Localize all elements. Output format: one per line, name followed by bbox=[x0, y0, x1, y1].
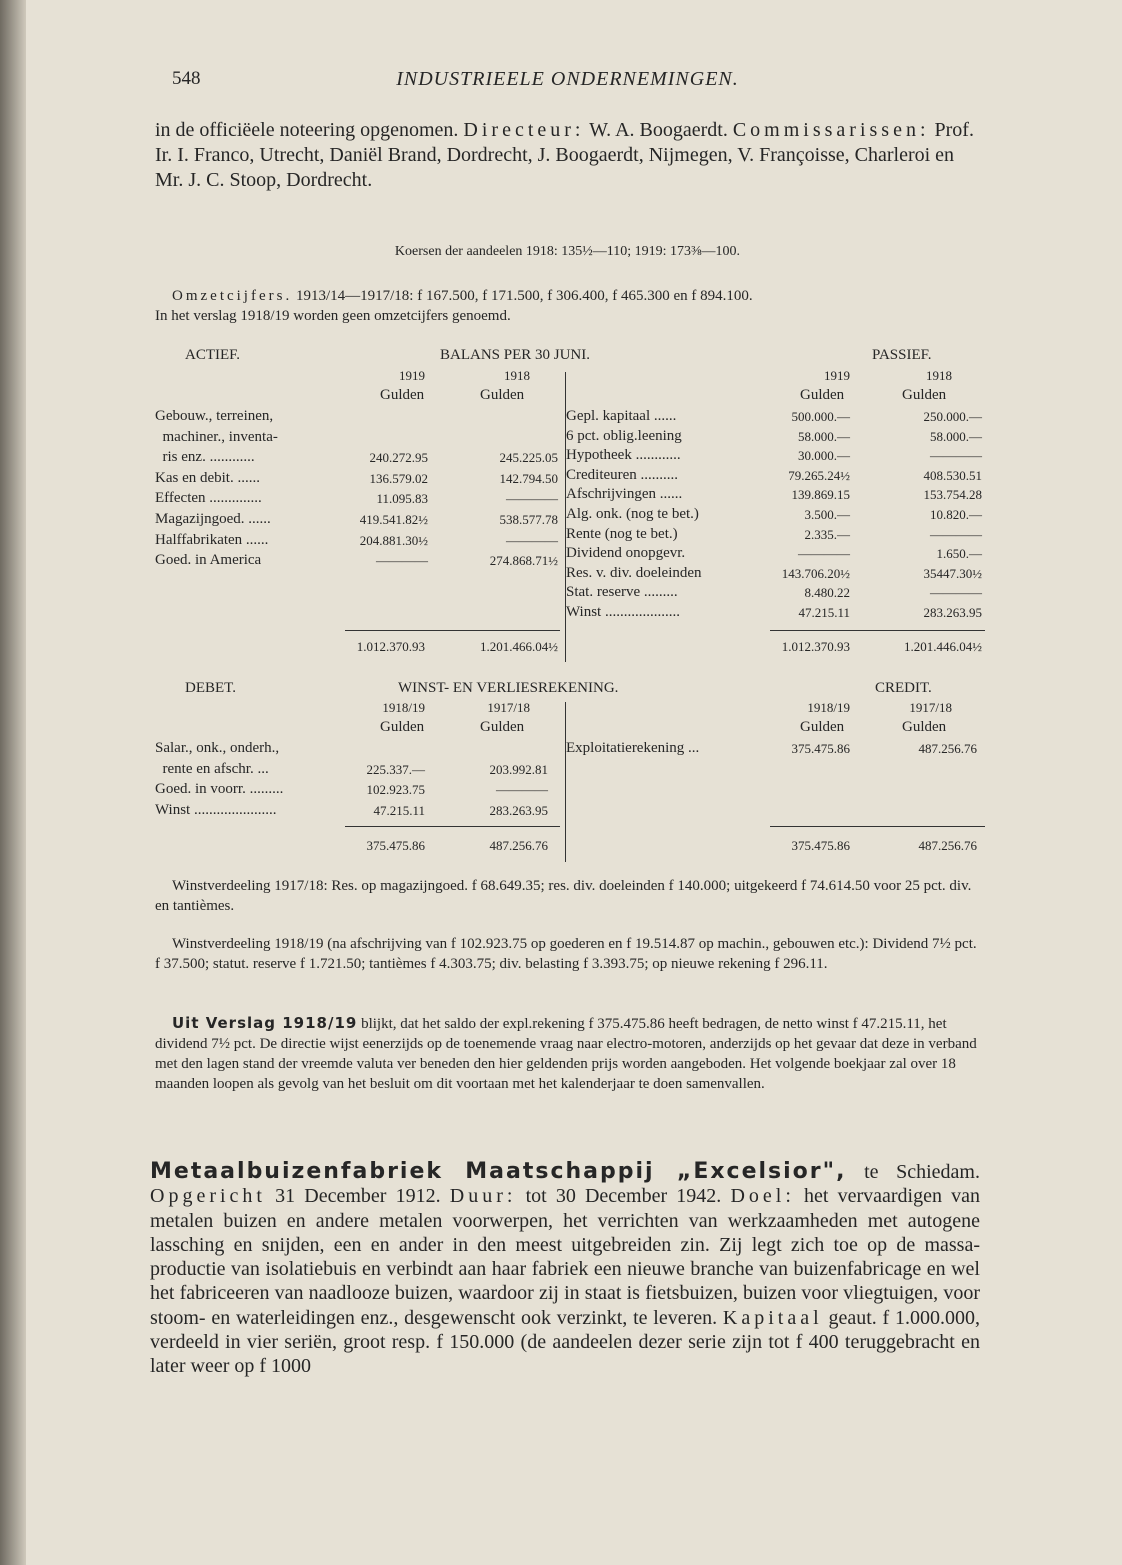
currency-header: Gulden bbox=[380, 719, 425, 735]
balans-title: BALANS PER 30 JUNI. bbox=[440, 347, 591, 363]
omzet-label: Omzetcijfers. bbox=[172, 288, 293, 304]
actief-row-value: ———— bbox=[506, 532, 558, 548]
page-header bbox=[150, 68, 985, 98]
actief-row-label: Halffabrikaten ...... bbox=[155, 531, 269, 548]
actief-row-label: Kas en debit. ...... bbox=[155, 469, 260, 486]
passief-row-label: 6 pct. oblig.leening bbox=[566, 427, 682, 444]
verslag-label: Uit Verslag 1918/19 bbox=[172, 1014, 358, 1032]
actief-row-label: Magazijngoed. ...... bbox=[155, 511, 271, 527]
debet-row-label: Salar., onk., onderh., bbox=[155, 740, 280, 756]
actief-row-value: 136.579.02 bbox=[369, 470, 428, 486]
winst-title: WINST- EN VERLIESREKENING. bbox=[398, 680, 619, 696]
opgericht-label: Opgericht bbox=[150, 1185, 266, 1208]
koersen-line: Koersen der aandeelen 1918: 135½—110; 1919: 173⅜—100. bbox=[394, 244, 741, 259]
passief-row-value: 408.530.51 bbox=[923, 467, 982, 483]
duur-label: Duur: bbox=[449, 1185, 517, 1208]
company-name: Metaalbuizenfabriek Maatschappij „Excelsior", bbox=[150, 1159, 847, 1184]
commissarissen-label: Commissarissen: bbox=[732, 119, 930, 141]
currency-header: Gulden bbox=[902, 387, 947, 403]
doel-label: Doel: bbox=[730, 1185, 795, 1208]
passief-row-value: 1.650.— bbox=[936, 546, 982, 562]
total-value: 1.201.446.04½ bbox=[904, 639, 982, 654]
actief-row-value: ———— bbox=[376, 553, 428, 569]
year-header: 1917/18 bbox=[909, 700, 952, 715]
currency-header: Gulden bbox=[480, 387, 525, 403]
actief-row-label: Effecten .............. bbox=[155, 490, 262, 507]
currency-header: Gulden bbox=[480, 719, 525, 735]
credit-label: CREDIT. bbox=[875, 680, 932, 696]
winstverdeeling-1917: Winstverdeeling 1917/18: Res. op magazijngoed. f 68.649.35; res. div. doeleinden f 140.000; uitgekeerd f 74.614.50 voor 25 pct. div. en tantièmes. bbox=[155, 878, 972, 914]
total-value: 1.201.466.04½ bbox=[480, 639, 558, 654]
total-value: 375.475.86 bbox=[366, 838, 425, 853]
passief-row-value: 79.265.24½ bbox=[788, 467, 850, 483]
currency-header: Gulden bbox=[800, 719, 845, 735]
passief-row-value: 250.000.— bbox=[923, 409, 982, 424]
total-value: 487.256.76 bbox=[918, 838, 977, 853]
year-header: 1919 bbox=[824, 368, 850, 383]
actief-row-value: 240.272.95 bbox=[369, 450, 428, 466]
credit-row-label: Exploitatierekening ... bbox=[566, 740, 700, 756]
passief-row-value: ———— bbox=[930, 448, 982, 464]
debet-row-label: rente en afschr. ... bbox=[155, 760, 269, 777]
total-rule bbox=[770, 630, 985, 631]
total-value: 487.256.76 bbox=[489, 838, 548, 853]
actief-row-value: ———— bbox=[506, 491, 558, 507]
passief-row-label: Rente (nog te bet.) bbox=[566, 525, 678, 542]
actief-row-value: 538.577.78 bbox=[499, 512, 558, 527]
total-rule bbox=[345, 826, 560, 827]
total-value: 375.475.86 bbox=[791, 838, 850, 853]
currency-header: Gulden bbox=[902, 719, 947, 735]
currency-header: Gulden bbox=[380, 387, 425, 403]
year-header: 1918/19 bbox=[807, 700, 850, 715]
passief-row-value: 10.820.— bbox=[930, 507, 982, 522]
passief-row-label: Winst .................... bbox=[566, 604, 680, 620]
debet-row-value: 283.263.95 bbox=[489, 802, 548, 818]
column-divider bbox=[565, 702, 566, 862]
passief-row-label: Stat. reserve ......... bbox=[566, 584, 678, 601]
intro-text: W. A. Boogaerdt. bbox=[584, 119, 733, 141]
winstverdeeling-1918: Winstverdeeling 1918/19 (na afschrijving van f 102.923.75 op goederen en f 19.514.87 op machin., gebouwen etc.): Dividend 7½ pct. f 37.500; statut. reserve f 1.721.50; tantièmes f 4.303.75; div. belasting f 3.393.75; op nieuwe rekening f 296.11. bbox=[155, 936, 977, 972]
passief-row-value: 30.000.— bbox=[798, 448, 850, 464]
passief-row-value: 283.263.95 bbox=[923, 605, 982, 620]
actief-row-label: machiner., inventa- bbox=[155, 428, 278, 445]
passief-row-value: 58.000.— bbox=[930, 428, 982, 444]
actief-row-label: Gebouw., terreinen, bbox=[155, 408, 274, 424]
debet-row-value: 47.215.11 bbox=[373, 802, 425, 818]
actief-row-label: Goed. in America bbox=[155, 552, 262, 569]
verslag-paragraph bbox=[155, 1013, 983, 1094]
debet-row-value: ———— bbox=[496, 782, 548, 797]
passief-row-label: Dividend onopgevr. bbox=[566, 545, 686, 562]
year-header: 1918/19 bbox=[382, 700, 425, 715]
book-binding-shadow bbox=[0, 0, 26, 1565]
intro-paragraph bbox=[155, 118, 985, 193]
omzet-note: In het verslag 1918/19 worden geen omzetcijfers genoemd. bbox=[155, 308, 511, 324]
intro-text: in de officiëele noteering opgenomen. bbox=[155, 119, 464, 141]
total-rule bbox=[770, 826, 985, 827]
intro-text: Prof. Ir. I. Franco, Utrecht, Daniël Brand, Dordrecht, J. Boogaerdt, Nijmegen, V. Françoisse, Charleroi en Mr. J. C. Stoop, Dordrecht. bbox=[155, 119, 974, 191]
passief-row-label: Afschrijvingen ...... bbox=[566, 486, 683, 503]
year-header: 1918 bbox=[926, 368, 952, 383]
actief-row-label: ris enz. ............ bbox=[155, 449, 255, 466]
company-text: te Schiedam. bbox=[846, 1161, 980, 1183]
debet-row-value: 203.992.81 bbox=[489, 761, 548, 777]
passief-row-value: 143.706.20½ bbox=[781, 565, 850, 581]
debet-row-value: 102.923.75 bbox=[366, 782, 425, 797]
total-rule bbox=[345, 630, 560, 631]
passief-row-label: Hypotheek ............ bbox=[566, 447, 681, 464]
debet-row-label: Goed. in voorr. ......... bbox=[155, 781, 284, 797]
omzet-line bbox=[172, 286, 987, 306]
passief-row-value: 2.335.— bbox=[804, 526, 850, 542]
passief-row-value: ———— bbox=[798, 546, 850, 562]
actief-row-value: 274.868.71½ bbox=[489, 553, 558, 569]
omzet-text: 1913/14—1917/18: f 167.500, f 171.500, f 306.400, f 465.300 en f 894.100. bbox=[292, 288, 753, 304]
currency-header: Gulden bbox=[800, 387, 845, 403]
total-value: 1.012.370.93 bbox=[356, 639, 425, 654]
passief-row-value: 153.754.28 bbox=[923, 487, 982, 503]
company-text: het vervaardigen van metalen buizen en andere metalen voorwerpen, het verrichten van werkzaamheden met autogene lassching en snijden, een en ander in den meest uitgebreiden zin. Zij legt zich toe op de massa-productie van isolatiebuis en verbindt aan haar fabriek een nieuwe branche van buizenfabricage en wel het fabriceeren van naadlooze buizen, waardoor zij in staat is fietsbuizen, buizen voor vliegtuigen, voor stoom- en waterleidingen enz., desgewenscht ook verzinkt, te leveren. bbox=[150, 1185, 981, 1329]
running-title: INDUSTRIEELE ONDERNEMINGEN. bbox=[396, 68, 739, 90]
passief-row-value: ———— bbox=[930, 585, 982, 601]
passief-row-value: 58.000.— bbox=[798, 428, 850, 444]
passief-row-value: 3.500.— bbox=[804, 507, 850, 522]
actief-label: ACTIEF. bbox=[185, 347, 241, 363]
total-value: 1.012.370.93 bbox=[781, 639, 850, 654]
debet-row-label: Winst ...................... bbox=[155, 801, 277, 818]
passief-row-value: 500.000.— bbox=[791, 409, 850, 424]
passief-row-value: 35447.30½ bbox=[923, 565, 982, 581]
passief-row-label: Alg. onk. (nog te bet.) bbox=[566, 506, 699, 522]
credit-row-value: 487.256.76 bbox=[918, 741, 977, 756]
page-number: 548 bbox=[172, 68, 201, 89]
passief-label: PASSIEF. bbox=[872, 347, 932, 363]
kapitaal-label: Kapitaal bbox=[722, 1306, 823, 1329]
passief-row-value: ———— bbox=[930, 526, 982, 542]
debet-label: DEBET. bbox=[185, 680, 236, 696]
year-header: 1919 bbox=[399, 368, 425, 383]
actief-row-value: 204.881.30½ bbox=[359, 532, 428, 548]
company-paragraph bbox=[150, 1160, 980, 1379]
actief-row-value: 142.794.50 bbox=[499, 470, 558, 486]
passief-row-value: 139.869.15 bbox=[791, 487, 850, 503]
actief-row-value: 419.541.82½ bbox=[359, 512, 428, 527]
year-header: 1917/18 bbox=[487, 700, 530, 715]
debet-row-value: 225.337.— bbox=[366, 761, 425, 777]
passief-row-label: Gepl. kapitaal ...... bbox=[566, 408, 677, 424]
passief-row-label: Res. v. div. doeleinden bbox=[566, 564, 702, 581]
year-header: 1918 bbox=[504, 368, 530, 383]
company-text: tot 30 December 1942. bbox=[516, 1185, 731, 1208]
passief-row-value: 47.215.11 bbox=[798, 605, 850, 620]
credit-row-value: 375.475.86 bbox=[791, 741, 850, 756]
directeur-label: Directeur: bbox=[463, 119, 585, 141]
actief-row-value: 11.095.83 bbox=[376, 491, 428, 507]
company-text: 31 December 1912. bbox=[265, 1185, 450, 1208]
actief-row-value: 245.225.05 bbox=[499, 450, 558, 466]
company-text: geaut. f 1.000.000, verdeeld in vier seriën, groot resp. f 150.000 (de aandeelen dezer serie zijn tot f 400 teruggebracht en later weer op f 1000 bbox=[150, 1306, 980, 1378]
passief-row-value: 8.480.22 bbox=[804, 585, 850, 601]
verslag-text: blijkt, dat het saldo der expl.rekening f 375.475.86 heeft bedragen, de netto winst f 47.215.11, het dividend 7½ pct. De directie wijst eenerzijds op de toenemende vraag naar electro-motoren, anderzijds op het gevaar dat deze in verband met den lagen stand der vreemde valuta ver beneden den hier geldenden prijs worden aangeboden. Het volgende boekjaar zal over 18 maanden loopen als gevolg van het besluit om dit voortaan met het kalenderjaar te doen samenvallen. bbox=[155, 1016, 977, 1092]
passief-row-label: Crediteuren .......... bbox=[566, 466, 679, 483]
